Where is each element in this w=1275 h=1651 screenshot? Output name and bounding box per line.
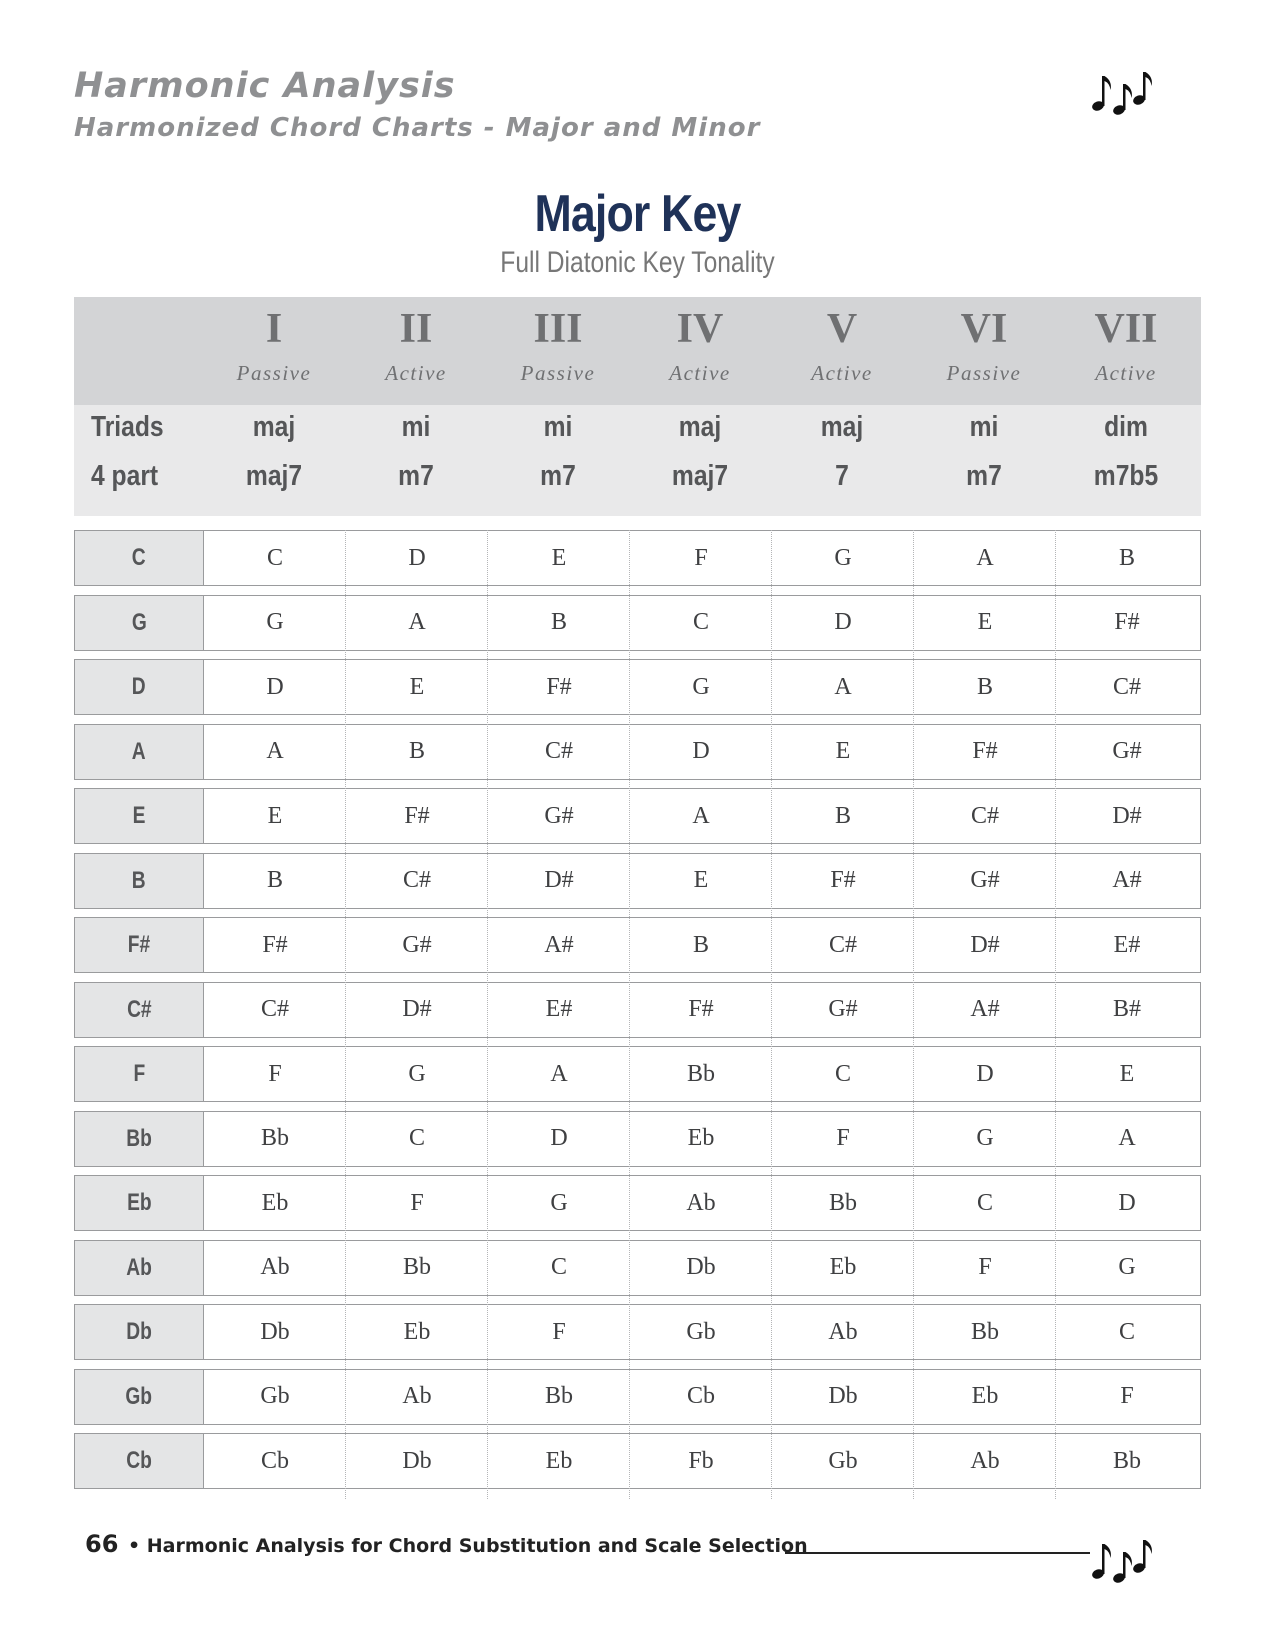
four-part-quality: 7	[835, 460, 849, 492]
music-notes-icon	[1090, 1538, 1154, 1584]
chord-cell: Eb	[261, 1189, 289, 1216]
chord-cell: Db	[402, 1447, 432, 1474]
key-label-cell	[75, 1370, 204, 1424]
key-label-cell	[75, 1305, 204, 1359]
key-label: Gb	[125, 1382, 153, 1410]
key-label-cell	[75, 1434, 204, 1488]
column-divider	[345, 530, 346, 1499]
key-label-cell	[75, 531, 204, 585]
chord-cell: Ab	[828, 1318, 858, 1345]
chord-cell: F#	[546, 673, 572, 700]
four-part-quality: m7b5	[1093, 460, 1159, 492]
page-number: 66	[85, 1530, 119, 1558]
key-label: G	[131, 608, 147, 636]
four-part-quality: m7	[540, 460, 576, 492]
key-label-cell	[75, 1112, 204, 1166]
key-label: C#	[126, 995, 152, 1023]
chord-cell: D#	[1112, 802, 1142, 829]
degree-function: Active	[1095, 361, 1157, 385]
chord-cell: A	[692, 802, 710, 829]
chord-cell: D	[266, 673, 284, 700]
table-row	[74, 1046, 1201, 1102]
chord-cell: Fb	[688, 1447, 714, 1474]
chord-cell: F	[836, 1125, 850, 1151]
chord-cell: F#	[262, 931, 288, 958]
chord-cell: A	[1118, 1125, 1136, 1151]
chord-cell: Bb	[260, 1125, 289, 1151]
table-row	[74, 982, 1201, 1038]
table-row	[74, 853, 1201, 909]
chord-cell: C	[408, 1125, 425, 1151]
chord-cell: Db	[260, 1318, 290, 1345]
chord-cell: G#	[828, 996, 858, 1022]
chord-cell: B	[408, 738, 425, 764]
chord-cell: F#	[972, 738, 998, 764]
chord-cell: D#	[544, 867, 574, 893]
chord-cell: C#	[544, 738, 573, 764]
table-row	[74, 1433, 1201, 1489]
chord-cell: B	[976, 673, 993, 700]
degree-numeral: II	[399, 306, 433, 352]
chord-cell: B	[1118, 544, 1135, 571]
chord-cell: C	[834, 1060, 851, 1087]
key-label: Ab	[126, 1253, 152, 1281]
chord-cell: Ab	[260, 1254, 290, 1280]
page-header-title: Harmonic Analysis	[74, 66, 456, 106]
chord-cell: B#	[1112, 996, 1141, 1022]
chord-cell: Ab	[402, 1383, 432, 1409]
chord-cell: D	[692, 738, 710, 764]
chord-cell: Gb	[828, 1447, 858, 1474]
key-label: C	[132, 544, 146, 571]
chord-cell: B	[550, 609, 567, 635]
chord-cell: Bb	[828, 1189, 857, 1216]
four-part-quality: maj7	[245, 460, 303, 492]
chord-cell: B	[266, 867, 283, 893]
chord-cell: A#	[970, 996, 1000, 1022]
degree-function: Passive	[946, 361, 1022, 385]
triad-quality: maj	[252, 411, 296, 443]
key-label-cell	[75, 918, 204, 972]
table-row	[74, 1240, 1201, 1296]
column-divider	[913, 530, 914, 1499]
section-subtitle: Full Diatonic Key Tonality	[500, 246, 775, 279]
degree-numeral: I	[265, 306, 283, 352]
key-label-cell	[75, 596, 204, 650]
degree-numeral: VI	[960, 306, 1008, 352]
chord-cell: C	[550, 1254, 567, 1280]
chord-cell: A#	[544, 931, 574, 958]
four-part-quality: m7	[966, 460, 1002, 492]
key-label: B	[132, 866, 146, 894]
chord-cell: Bb	[686, 1060, 715, 1087]
chord-cell: F	[978, 1254, 992, 1280]
chord-cell: B	[834, 802, 851, 829]
triad-quality: mi	[401, 411, 431, 443]
chord-cell: C	[1118, 1318, 1135, 1345]
chord-cell: Bb	[544, 1383, 573, 1409]
chord-cell: Eb	[687, 1125, 715, 1151]
chord-cell: Db	[686, 1254, 716, 1280]
chord-cell: D#	[970, 931, 1000, 958]
chord-cell: D	[550, 1125, 568, 1151]
chord-cell: E	[551, 544, 567, 571]
chord-cell: C	[692, 609, 709, 635]
chord-cell: G	[1118, 1254, 1136, 1280]
music-notes-icon	[1090, 70, 1154, 116]
chord-cell: Eb	[829, 1254, 857, 1280]
key-label-cell	[75, 1047, 204, 1101]
chord-cell: Eb	[403, 1318, 431, 1345]
chord-cell: B	[692, 931, 709, 958]
chord-cell: A	[266, 738, 284, 764]
chord-cell: E	[835, 738, 851, 764]
chord-cell: G#	[970, 867, 1000, 893]
triad-quality: maj	[820, 411, 864, 443]
chord-cell: F#	[404, 802, 430, 829]
key-label-cell	[75, 1176, 204, 1230]
degree-function: Active	[811, 361, 873, 385]
chord-cell: Cb	[686, 1383, 715, 1409]
chord-cell: F	[410, 1189, 424, 1216]
chord-cell: G	[692, 673, 710, 700]
row-label-four-part: 4 part	[91, 460, 159, 492]
chord-cell: G	[834, 544, 852, 571]
key-label: D	[132, 673, 146, 700]
degree-numeral: VII	[1094, 306, 1158, 352]
chord-cell: A	[976, 544, 994, 571]
column-divider	[629, 530, 630, 1499]
chord-cell: E#	[1113, 931, 1141, 958]
chord-cell: C#	[828, 931, 857, 958]
key-label-cell	[75, 725, 204, 779]
key-label: Eb	[126, 1189, 152, 1216]
chord-cell: A	[550, 1060, 568, 1087]
chord-cell: F#	[1114, 609, 1140, 635]
chord-cell: Gb	[260, 1383, 290, 1409]
chord-cell: D#	[402, 996, 432, 1022]
key-label: F#	[127, 931, 151, 958]
table-row	[74, 595, 1201, 651]
key-label: Bb	[126, 1124, 152, 1152]
key-label-cell	[75, 983, 204, 1037]
chord-cell: D	[834, 609, 852, 635]
chord-cell: Eb	[545, 1447, 573, 1474]
table-row	[74, 1111, 1201, 1167]
key-label-cell	[75, 854, 204, 908]
degree-function: Active	[385, 361, 447, 385]
table-row	[74, 1304, 1201, 1360]
chord-cell: F#	[830, 867, 856, 893]
chord-cell: F	[268, 1060, 282, 1087]
chord-cell: D	[408, 544, 426, 571]
chord-cell: A	[408, 609, 426, 635]
chord-cell: Db	[828, 1383, 858, 1409]
chord-cell: G#	[544, 802, 574, 829]
degree-numeral: IV	[676, 306, 724, 352]
chord-cell: Bb	[402, 1254, 431, 1280]
table-row	[74, 659, 1201, 715]
table-row	[74, 530, 1201, 586]
chord-cell: G#	[1112, 738, 1142, 764]
chord-cell: D	[976, 1060, 994, 1087]
chord-cell: E	[977, 609, 993, 635]
table-row	[74, 724, 1201, 780]
triad-quality: mi	[969, 411, 999, 443]
chord-cell: Eb	[971, 1383, 999, 1409]
chord-cell: Ab	[686, 1189, 716, 1216]
chord-cell: C	[266, 544, 283, 571]
chord-cell: D	[1118, 1189, 1136, 1216]
degree-function: Passive	[236, 361, 312, 385]
chord-cell: F	[552, 1318, 566, 1345]
four-part-quality: maj7	[671, 460, 729, 492]
chord-cell: C#	[1112, 673, 1141, 700]
chord-cell: G	[550, 1189, 568, 1216]
chord-cell: Gb	[686, 1318, 716, 1345]
chord-cell: Bb	[970, 1318, 999, 1345]
key-label-cell	[75, 660, 204, 714]
chord-cell: Ab	[970, 1447, 1000, 1474]
key-label-cell	[75, 789, 204, 843]
page-header-subtitle: Harmonized Chord Charts - Major and Minor	[74, 113, 761, 143]
triad-quality: dim	[1104, 411, 1148, 443]
chord-cell: A	[834, 673, 852, 700]
chord-cell: C#	[260, 996, 289, 1022]
column-divider	[771, 530, 772, 1499]
chord-cell: G#	[402, 931, 432, 958]
chord-cell: E	[409, 673, 425, 700]
table-row	[74, 1369, 1201, 1425]
triad-quality: maj	[678, 411, 722, 443]
key-label: F	[133, 1060, 145, 1087]
degree-numeral: V	[826, 306, 858, 352]
footer-rule	[785, 1552, 1090, 1554]
row-label-triads: Triads	[91, 411, 164, 443]
column-divider	[1055, 530, 1056, 1499]
chord-cell: F	[694, 544, 708, 571]
key-label-cell	[75, 1241, 204, 1295]
chord-cell: A#	[1112, 867, 1142, 893]
chord-cell: C#	[402, 867, 431, 893]
chord-cell: Bb	[1112, 1447, 1141, 1474]
chord-cell: C#	[970, 802, 999, 829]
chord-cell: G	[266, 609, 284, 635]
key-label: A	[132, 737, 146, 765]
key-label: Db	[126, 1318, 152, 1345]
table-row	[74, 917, 1201, 973]
chord-cell: E	[693, 867, 709, 893]
key-label: E	[132, 802, 146, 829]
chord-cell: E#	[545, 996, 573, 1022]
footer-title: • Harmonic Analysis for Chord Substitution and Scale Selection	[128, 1535, 808, 1557]
degree-function: Active	[669, 361, 731, 385]
key-label: Cb	[126, 1447, 152, 1474]
chord-cell: Cb	[260, 1447, 289, 1474]
degree-numeral: III	[533, 306, 583, 352]
chord-cell: E	[1119, 1060, 1135, 1087]
table-row	[74, 1175, 1201, 1231]
triad-quality: mi	[543, 411, 573, 443]
chord-cell: G	[976, 1125, 994, 1151]
chord-cell: C	[976, 1189, 993, 1216]
chord-cell: F#	[688, 996, 714, 1022]
section-title: Major Key	[534, 185, 741, 243]
chord-cell: F	[1120, 1383, 1134, 1409]
chord-cell: G	[408, 1060, 426, 1087]
column-divider	[487, 530, 488, 1499]
table-row	[74, 788, 1201, 844]
four-part-quality: m7	[398, 460, 434, 492]
chord-cell: E	[267, 802, 283, 829]
degree-function: Passive	[520, 361, 596, 385]
